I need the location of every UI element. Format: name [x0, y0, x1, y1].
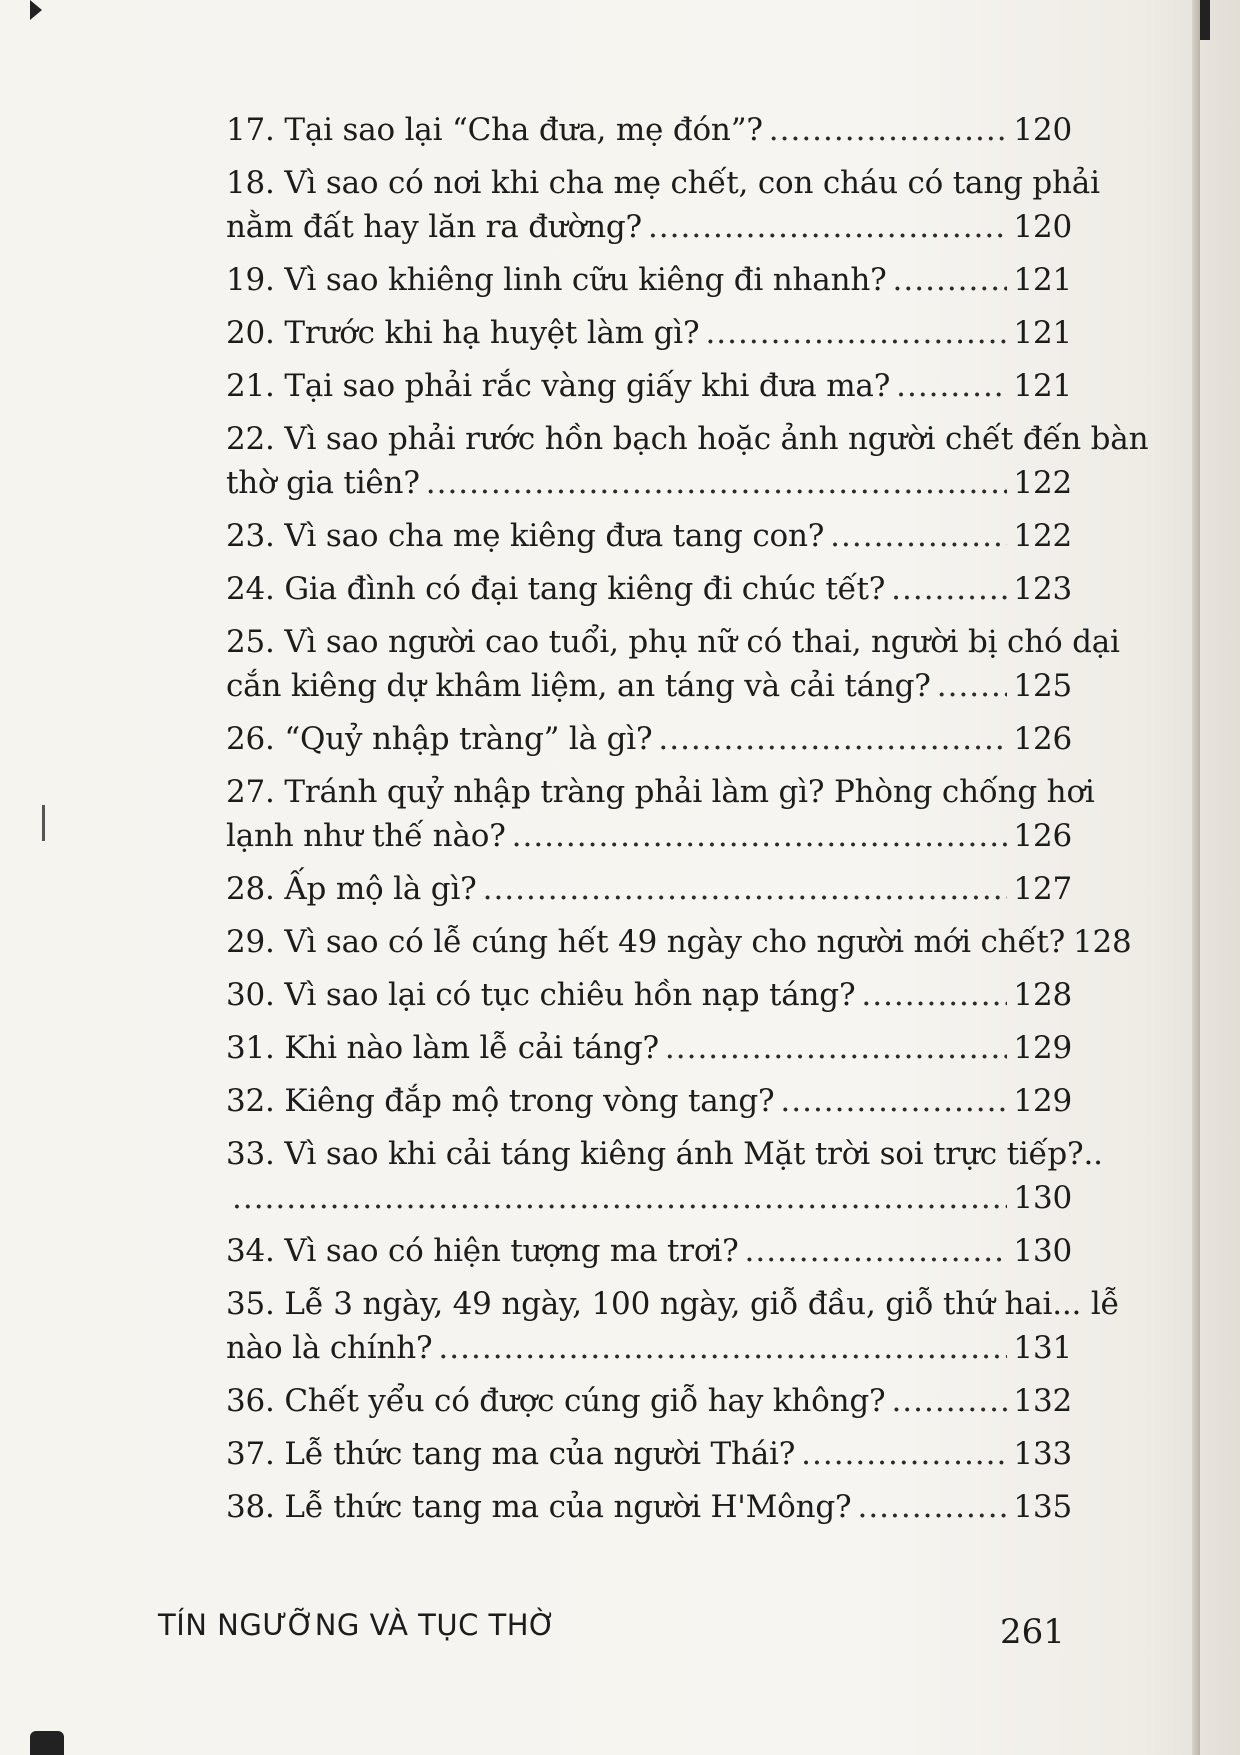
toc-entry-line: [226, 1326, 1072, 1370]
toc-entry-page: 127: [1013, 871, 1072, 907]
toc-entry-text: 29. Vì sao có lễ cúng hết 49 ngày cho người mới chết?: [226, 924, 1065, 960]
scan-margin-mark: [42, 805, 45, 841]
running-footer-title: TÍN NGƯỠNG VÀ TỤC THỜ: [158, 1608, 557, 1642]
dot-leader: [438, 1326, 1007, 1370]
toc-entry: [226, 717, 1072, 761]
toc-entry-text: nằm đất hay lăn ra đường?: [226, 209, 642, 245]
toc-entry-line: [226, 258, 1072, 302]
toc-entry-page: 130: [1013, 1180, 1072, 1216]
scan-corner-mark: [30, 0, 42, 20]
dot-leader: [648, 205, 1007, 249]
toc-entry: [226, 1379, 1072, 1423]
toc-entry-text: cắn kiêng dự khâm liệm, an táng và cải táng?: [226, 668, 931, 704]
toc-entry-page: 128: [1013, 977, 1072, 1013]
toc-entry-text: 35. Lễ 3 ngày, 49 ngày, 100 ngày, giỗ đầu, giỗ thứ hai... lễ: [226, 1286, 1120, 1322]
toc-entry: [226, 1485, 1072, 1529]
toc-entry: [226, 108, 1072, 152]
toc-entry-line: [226, 1079, 1072, 1123]
toc-entry-line: [226, 108, 1072, 152]
toc-entry-line: [226, 664, 1072, 708]
toc-entry-text: 31. Khi nào làm lễ cải táng?: [226, 1030, 659, 1066]
toc-entry-page: 123: [1013, 571, 1072, 607]
dot-leader: [830, 514, 1007, 558]
toc-entry-text: 34. Vì sao có hiện tượng ma trơi?: [226, 1233, 739, 1269]
toc-entry-text: 24. Gia đình có đại tang kiêng đi chúc tết?: [226, 571, 886, 607]
toc-entry-page: 126: [1013, 721, 1072, 757]
toc-entry-text: 38. Lễ thức tang ma của người H'Mông?: [226, 1489, 852, 1525]
toc-entry-text: 17. Tại sao lại “Cha đưa, mẹ đón”?: [226, 112, 763, 148]
dot-leader: [705, 311, 1007, 355]
toc-entry-page: 120: [1013, 112, 1072, 148]
dot-leader: [893, 258, 1008, 302]
toc-entry-text: 37. Lễ thức tang ma của người Thái?: [226, 1436, 796, 1472]
toc-entry-line: [226, 461, 1072, 505]
toc-entry-line: [226, 1229, 1072, 1273]
toc-entry: [226, 311, 1072, 355]
toc-entry-line: [226, 717, 1072, 761]
toc-entry: [226, 514, 1072, 558]
toc-entry-page: 125: [1013, 668, 1072, 704]
toc-entry: [226, 1229, 1072, 1273]
toc-entry-line: [226, 1176, 1072, 1220]
dot-leader: [665, 1026, 1008, 1070]
page-number: 261: [1000, 1612, 1065, 1652]
toc-entry: [226, 1026, 1072, 1070]
toc-entry-page: 135: [1013, 1489, 1072, 1525]
toc-entry-line: [226, 205, 1072, 249]
toc-entry-page: 121: [1013, 315, 1072, 351]
toc-entry-line: [226, 973, 1072, 1017]
toc-entry: [226, 258, 1072, 302]
toc-entry-page: 122: [1013, 518, 1072, 554]
toc-entry-page: 128: [1073, 924, 1132, 960]
toc-entry: [226, 770, 1095, 858]
toc-entry-text: 36. Chết yểu có được cúng giỗ hay không?: [226, 1383, 886, 1419]
toc-entry-text: 33. Vì sao khi cải táng kiêng ánh Mặt trời soi trực tiếp?..: [226, 1136, 1103, 1172]
page-edge-shadow: [1192, 0, 1200, 1755]
toc-entry-line: [226, 514, 1072, 558]
toc-entry-text: 22. Vì sao phải rước hồn bạch hoặc ảnh người chết đến bàn: [226, 421, 1149, 457]
toc-entry-page: 122: [1013, 465, 1072, 501]
toc-entry-page: 129: [1013, 1030, 1072, 1066]
toc-entry-line: [226, 1432, 1072, 1476]
toc-entry-page: 131: [1013, 1330, 1072, 1366]
toc-entry: [226, 567, 1072, 611]
dot-leader: [896, 364, 1007, 408]
toc-entry: [226, 973, 1072, 1017]
toc-entry: [226, 161, 1100, 249]
dot-leader: [232, 1176, 1007, 1220]
table-of-contents: [226, 108, 1149, 1538]
toc-entry-line: [226, 364, 1072, 408]
toc-entry-text: 25. Vì sao người cao tuổi, phụ nữ có thai, người bị chó dại: [226, 624, 1120, 660]
toc-entry-line: [226, 567, 1072, 611]
dot-leader: [857, 1485, 1007, 1529]
toc-entry-line: [226, 867, 1072, 911]
dot-leader: [658, 717, 1007, 761]
toc-entry: [226, 417, 1149, 505]
dot-leader: [861, 973, 1007, 1017]
toc-entry-text: 21. Tại sao phải rắc vàng giấy khi đưa ma?: [226, 368, 891, 404]
toc-entry-text: 20. Trước khi hạ huyệt làm gì?: [226, 315, 700, 351]
toc-entry: [226, 1432, 1072, 1476]
toc-entry-page: 129: [1013, 1083, 1072, 1119]
dot-leader: [801, 1432, 1007, 1476]
toc-entry-text: 18. Vì sao có nơi khi cha mẹ chết, con cháu có tang phải: [226, 165, 1100, 201]
toc-entry-page: 121: [1013, 262, 1072, 298]
toc-entry: [226, 1079, 1072, 1123]
toc-entry-text: 19. Vì sao khiêng linh cữu kiêng đi nhanh?: [226, 262, 887, 298]
toc-entry-line: [226, 814, 1072, 858]
toc-entry-page: 133: [1013, 1436, 1072, 1472]
toc-entry: [226, 364, 1072, 408]
toc-entry: [226, 1282, 1120, 1370]
dot-leader: [512, 814, 1008, 858]
toc-entry-line: [226, 1026, 1072, 1070]
toc-entry-page: 121: [1013, 368, 1072, 404]
toc-entry: [226, 620, 1120, 708]
toc-entry-line: [226, 920, 1132, 964]
toc-entry-text: 26. “Quỷ nhập tràng” là gì?: [226, 721, 653, 757]
toc-entry-text: 27. Tránh quỷ nhập tràng phải làm gì? Phòng chống hơi: [226, 774, 1095, 810]
dot-leader: [769, 108, 1008, 152]
toc-entry-text: 23. Vì sao cha mẹ kiêng đưa tang con?: [226, 518, 825, 554]
toc-entry-text: 28. Ấp mộ là gì?: [226, 871, 477, 907]
dot-leader: [426, 461, 1008, 505]
toc-entry-line: [226, 311, 1072, 355]
dot-leader: [891, 1379, 1007, 1423]
toc-entry-page: 120: [1013, 209, 1072, 245]
toc-entry-text: thờ gia tiên?: [226, 465, 420, 501]
toc-entry-line: [226, 1485, 1072, 1529]
toc-entry-text: 30. Vì sao lại có tục chiêu hồn nạp táng?: [226, 977, 856, 1013]
toc-entry-page: 130: [1013, 1233, 1072, 1269]
toc-entry: [226, 920, 1132, 964]
dot-leader: [780, 1079, 1007, 1123]
dot-leader: [891, 567, 1007, 611]
toc-entry: [226, 1132, 1103, 1220]
dot-leader: [937, 664, 1008, 708]
dot-leader: [483, 867, 1008, 911]
toc-entry-page: 126: [1013, 818, 1072, 854]
toc-entry-text: 32. Kiêng đắp mộ trong vòng tang?: [226, 1083, 775, 1119]
toc-entry-text: nào là chính?: [226, 1330, 433, 1366]
toc-entry-page: 132: [1013, 1383, 1072, 1419]
toc-entry-line: [226, 1379, 1072, 1423]
toc-entry: [226, 867, 1072, 911]
scan-corner-mark: [30, 1731, 64, 1755]
dot-leader: [745, 1229, 1008, 1273]
toc-entry-text: lạnh như thế nào?: [226, 818, 506, 854]
scan-edge-mark: [1200, 0, 1210, 40]
